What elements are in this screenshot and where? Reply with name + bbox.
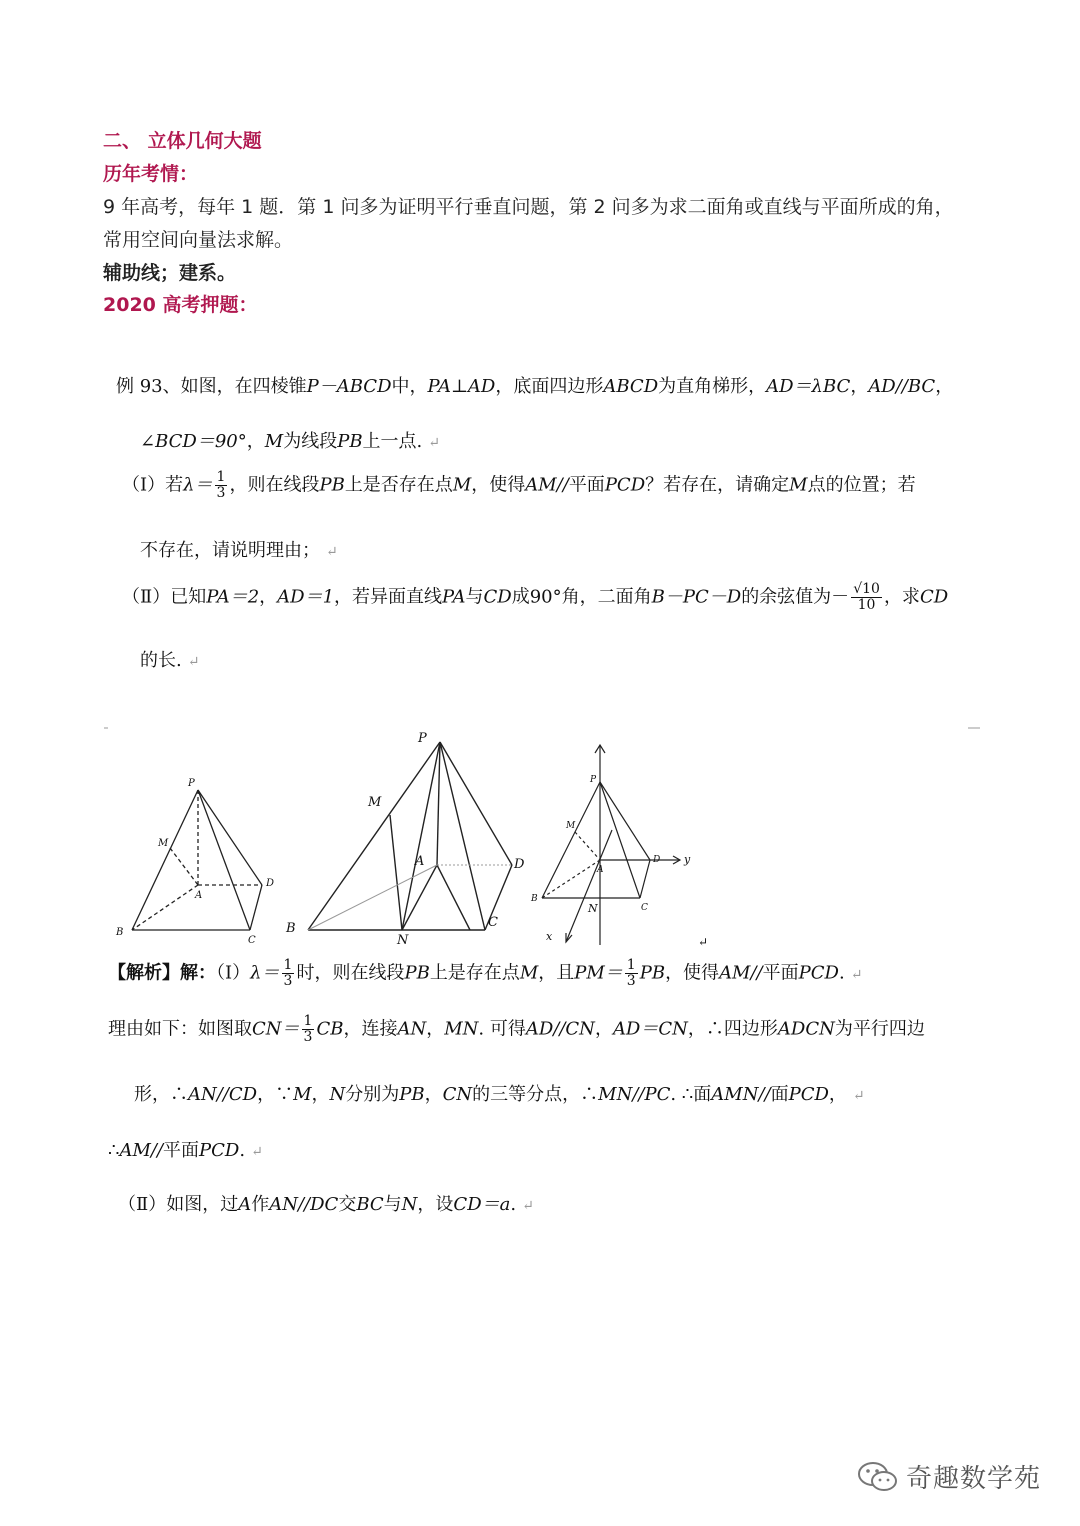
text: . [239,1140,246,1161]
numerator: 1 [303,1013,313,1029]
text: ，使得 [471,474,526,496]
label-d: D [266,878,275,889]
history-label: 历年考情： [103,163,199,185]
math: PB [337,431,363,452]
denominator: 3 [283,973,293,989]
text: 作 [251,1194,270,1215]
label-d: D [653,855,661,865]
math: B－PC－D [651,586,742,608]
text: 例 93、如图，在四棱锥 [116,376,307,397]
wechat-icon [856,1459,900,1495]
text: 形，∴ [134,1084,188,1105]
math: PB [319,474,345,496]
text: ， [426,1018,445,1040]
text: （Ⅰ） [216,962,251,984]
math: PA [442,586,466,608]
return-mark: ↵ [251,1144,263,1160]
math: AM// [719,962,763,984]
edge-pb [308,742,440,930]
label-c: C [488,915,498,930]
text: 理由如下：如图取 [108,1018,252,1040]
edge-ab [308,865,437,930]
fraction [215,470,228,501]
label-y: y [684,853,691,866]
math: PCD [604,474,646,496]
label-b: B [531,894,538,904]
text: ，连接 [343,1018,398,1040]
text: ， [828,1084,847,1105]
label-d: D [514,857,525,872]
math: AD//CN [525,1018,595,1040]
denominator: 3 [626,973,636,989]
math: PB [399,1084,425,1105]
label-m: M [158,838,169,849]
text: 上是存在点 [429,962,520,984]
label-a: A [195,890,203,901]
text: 为平行四边 [834,1018,925,1040]
edge-am [170,848,198,885]
text: 的三等分点，∴ [472,1084,599,1105]
edge-pb [132,790,198,930]
text: . 可得 [478,1018,526,1040]
math: CB [316,1018,344,1040]
math: CN＝ [252,1018,300,1040]
return-mark: ↵ [326,544,338,560]
text: 的长. [140,650,182,671]
text: 交 [338,1194,357,1215]
denominator: 3 [216,485,226,501]
math: ABCD [603,376,659,397]
math: 90° [529,586,562,608]
text: ， [424,1084,443,1105]
math: λ＝ [250,962,280,984]
edge-pa [437,742,440,865]
pyramid-figures [100,720,990,950]
return-mark: ↵ [852,1088,865,1104]
problem-q1-line-2 [140,536,338,562]
label-c: C [641,903,648,913]
text: 平面 [163,1140,200,1161]
edge-an [402,865,437,930]
text: ，若异面直线 [334,586,443,608]
return-mark: ↵ [850,966,863,983]
math: PCD [788,1084,829,1105]
text: ，且 [538,962,575,984]
math: MN [444,1018,479,1040]
edge-pd [198,790,262,885]
math: MN//PC [598,1084,671,1105]
edge-ac-vertical [437,865,470,930]
fraction [282,958,295,989]
numerator: √10 [853,581,880,597]
text: ∴ [108,1140,120,1161]
text: 与 [383,1194,402,1215]
figure-1 [132,790,262,930]
text: 点的位置；若 [807,474,916,496]
text: ， [259,586,278,608]
math: CD [483,586,512,608]
math: M [452,474,472,496]
text: 上一点. [362,431,423,452]
text: 平面 [568,474,605,496]
text: 成 [511,586,530,608]
math: AMN// [711,1084,771,1105]
text: ，使得 [665,962,720,984]
label-p: P [188,778,195,789]
text: 角，二面角 [561,586,652,608]
math: A [238,1194,252,1215]
math: CD＝a [453,1194,511,1215]
edge-cd [640,860,650,898]
label-x: x [546,930,553,943]
text: （Ⅱ）如图，过 [118,1194,239,1215]
figure-2 [308,742,512,930]
text: . [838,962,845,984]
problem-q2-line-2 [140,646,199,672]
watermark [856,1458,1041,1495]
math: PCD [798,962,839,984]
text: 面 [770,1084,789,1105]
math: ADCN [777,1018,835,1040]
math: N [401,1194,418,1215]
text: ， [850,376,869,397]
problem-q1-line-1 [122,470,916,501]
history-line-2: 常用空间向量法求解。 [103,229,294,251]
math: AN [397,1018,427,1040]
text: ， [311,1084,330,1105]
label-p: P [590,775,597,785]
numerator: 1 [626,957,636,973]
text: 时，则在线段 [296,962,405,984]
math: M [789,474,808,496]
return-mark: ↵ [698,935,709,949]
text: 上是否存在点 [344,474,453,496]
label-m: M [566,821,576,831]
label-p: P [418,731,427,746]
text: 与 [465,586,484,608]
numerator: 1 [216,469,226,485]
solution-line-4 [108,1136,263,1162]
solution-line-2 [108,1014,925,1045]
edge-pc [600,782,640,898]
label-c: C [248,935,256,946]
math: PA＝2 [206,586,260,608]
math: ∠BCD＝90° [140,431,247,452]
problem-q2-line-1 [122,582,948,613]
text: ，底面四边形 [495,376,604,397]
text: 平面 [762,962,799,984]
math: BC [356,1194,384,1215]
math: CN [442,1084,473,1105]
problem-line-1 [116,372,953,398]
solution-line-3 [134,1080,865,1106]
math: M [519,962,539,984]
text: ，则在线段 [229,474,320,496]
math: λ＝ [183,474,213,496]
math: AD//BC [868,376,936,397]
math: PA⊥AD [427,376,496,397]
text: ，求 [883,586,920,608]
math: AN//CD [188,1084,258,1105]
solution-line-5 [118,1190,534,1216]
text: 不存在，请说明理由； [140,540,320,561]
figure-3 [542,745,680,945]
text: ， [935,376,954,397]
label-m: M [368,795,382,810]
aux-label: 辅助线；建系。 [103,262,237,284]
history-line-1: 9 年高考，每年 1 题．第 1 问多为证明平行垂直问题，第 2 问多为求二面角或直线与平面所成的角， [103,196,954,218]
math: M [293,1084,312,1105]
label-a: A [597,865,604,875]
math: AD＝1 [277,586,335,608]
label-b: B [286,921,296,936]
return-mark: ↵ [187,654,200,670]
math: AM// [119,1140,164,1161]
math: M [264,431,284,452]
edge-pc [440,742,485,930]
text: . [510,1194,517,1215]
text: ？若存在，请确定 [645,474,790,496]
edge-cd [250,885,262,930]
return-mark: ↵ [428,435,441,451]
label-n: N [397,933,409,948]
math: PB [404,962,430,984]
math: N [329,1084,346,1105]
edge-pd [440,742,512,865]
text: 的余弦值为－ [741,586,850,608]
text: ，∴四边形 [687,1018,778,1040]
math: PB [639,962,666,984]
text: （Ⅰ）若 [122,474,184,496]
math: P－ABCD [306,376,392,397]
fraction [851,582,882,613]
edge-pd [600,782,650,860]
math: CD [919,586,949,608]
edge-am [575,832,600,860]
problem-line-2 [140,427,440,453]
denominator: 3 [303,1029,313,1045]
math: PCD [199,1140,240,1161]
label-n: N [588,902,598,915]
text: ， [246,431,265,452]
return-mark: ↵ [522,1198,534,1214]
text: 中， [391,376,428,397]
fraction [625,958,638,989]
text: ，设 [417,1194,454,1215]
predict-label: 2020 高考押题： [103,294,258,316]
math: AN//DC [269,1194,339,1215]
label-b: B [116,927,124,938]
watermark-text: 奇趣数学苑 [906,1464,1042,1494]
fraction [302,1014,315,1045]
solution-label: 【解析】解： [108,962,216,984]
numerator: 1 [283,957,293,973]
text: （Ⅱ）已知 [122,586,207,608]
edge-pc [198,790,250,930]
math: AD＝λBC [766,376,851,397]
section-title: 二、 立体几何大题 [103,130,262,152]
edge-mn [390,815,402,930]
math: AM// [525,474,569,496]
math: PM＝ [574,962,623,984]
text: ， [594,1018,613,1040]
text: 为直角梯形， [658,376,767,397]
denominator: 10 [857,597,876,613]
math: AD＝CN [612,1018,688,1040]
text: 分别为 [345,1084,400,1105]
label-a: A [415,854,425,869]
text: 为线段 [283,431,338,452]
solution-line-1 [108,958,862,989]
text: ，∵ [257,1084,294,1105]
text: . ∴面 [670,1084,712,1105]
